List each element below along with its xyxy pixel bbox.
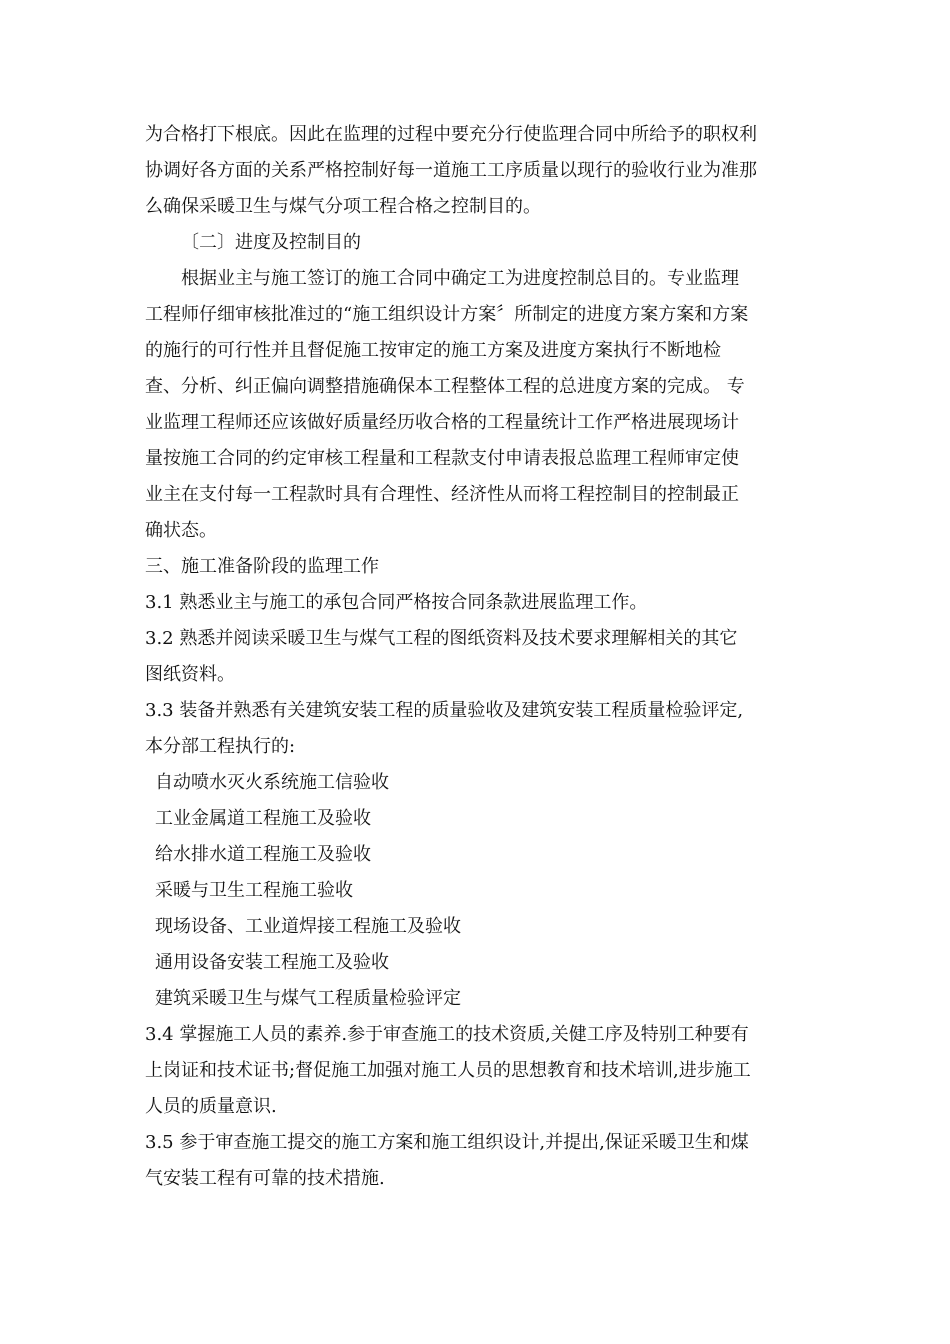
text-line: 量按施工合同的约定审核工程量和工程款支付申请表报总监理工程师审定使 bbox=[145, 448, 739, 469]
document-body bbox=[145, 117, 810, 1197]
numbered-item: 3.2 熟悉并阅读采暖卫生与煤气工程的图纸资料及技术要求理解相关的其它 bbox=[145, 628, 738, 649]
text-line: 人员的质量意识. bbox=[145, 1096, 277, 1117]
list-item: 通用设备安装工程施工及验收 bbox=[155, 952, 389, 973]
list-item: 现场设备、工业道焊接工程施工及验收 bbox=[155, 916, 461, 937]
text-line: 气安装工程有可靠的技术措施. bbox=[145, 1168, 385, 1189]
text-line: 协调好各方面的关系严格控制好每一道施工工序质量以现行的验收行业为准那 bbox=[145, 160, 757, 181]
section-heading: 三、施工准备阶段的监理工作 bbox=[145, 556, 379, 577]
list-item: 工业金属道工程施工及验收 bbox=[155, 808, 371, 829]
numbered-item: 3.3 装备并熟悉有关建筑安装工程的质量验收及建筑安装工程质量检验评定, bbox=[145, 700, 744, 721]
text-line: 本分部工程执行的: bbox=[145, 736, 296, 757]
text-line: 图纸资料。 bbox=[145, 664, 235, 685]
text-line: 工程师仔细审核批准过的“施工组织设计方案〞所制定的进度方案方案和方案 bbox=[145, 304, 749, 325]
text-line: 么确保采暖卫生与煤气分项工程合格之控制目的。 bbox=[145, 196, 541, 217]
list-item: 建筑采暖卫生与煤气工程质量检验评定 bbox=[155, 988, 461, 1009]
numbered-item: 3.5 参于审查施工提交的施工方案和施工组织设计,并提出,保证采暖卫生和煤 bbox=[145, 1132, 749, 1153]
text-line: 查、分析、纠正偏向调整措施确保本工程整体工程的总进度方案的完成。 专 bbox=[145, 376, 745, 397]
list-item: 给水排水道工程施工及验收 bbox=[155, 844, 371, 865]
list-item: 自动喷水灭火系统施工信验收 bbox=[155, 772, 389, 793]
text-line: 根据业主与施工签订的施工合同中确定工为进度控制总目的。专业监理 bbox=[181, 268, 739, 289]
text-line: 上岗证和技术证书;督促施工加强对施工人员的思想教育和技术培训,进步施工 bbox=[145, 1060, 751, 1081]
text-line: 业主在支付每一工程款时具有合理性、经济性从而将工程控制目的控制最正 bbox=[145, 484, 739, 505]
text-line: 业监理工程师还应该做好质量经历收合格的工程量统计工作严格进展现场计 bbox=[145, 412, 739, 433]
text-line: 为合格打下根底。因此在监理的过程中要充分行使监理合同中所给予的职权利 bbox=[145, 124, 757, 145]
text-line: 确状态。 bbox=[145, 520, 217, 541]
numbered-item: 3.1 熟悉业主与施工的承包合同严格按合同条款进展监理工作。 bbox=[145, 592, 648, 613]
numbered-item: 3.4 掌握施工人员的素养.参于审查施工的技术资质,关健工序及特别工种要有 bbox=[145, 1024, 749, 1045]
list-item: 采暖与卫生工程施工验收 bbox=[155, 880, 353, 901]
section-heading: 〔二〕进度及控制目的 bbox=[181, 232, 361, 253]
text-line: 的施行的可行性并且督促施工按审定的施工方案及进度方案执行不断地检 bbox=[145, 340, 721, 361]
